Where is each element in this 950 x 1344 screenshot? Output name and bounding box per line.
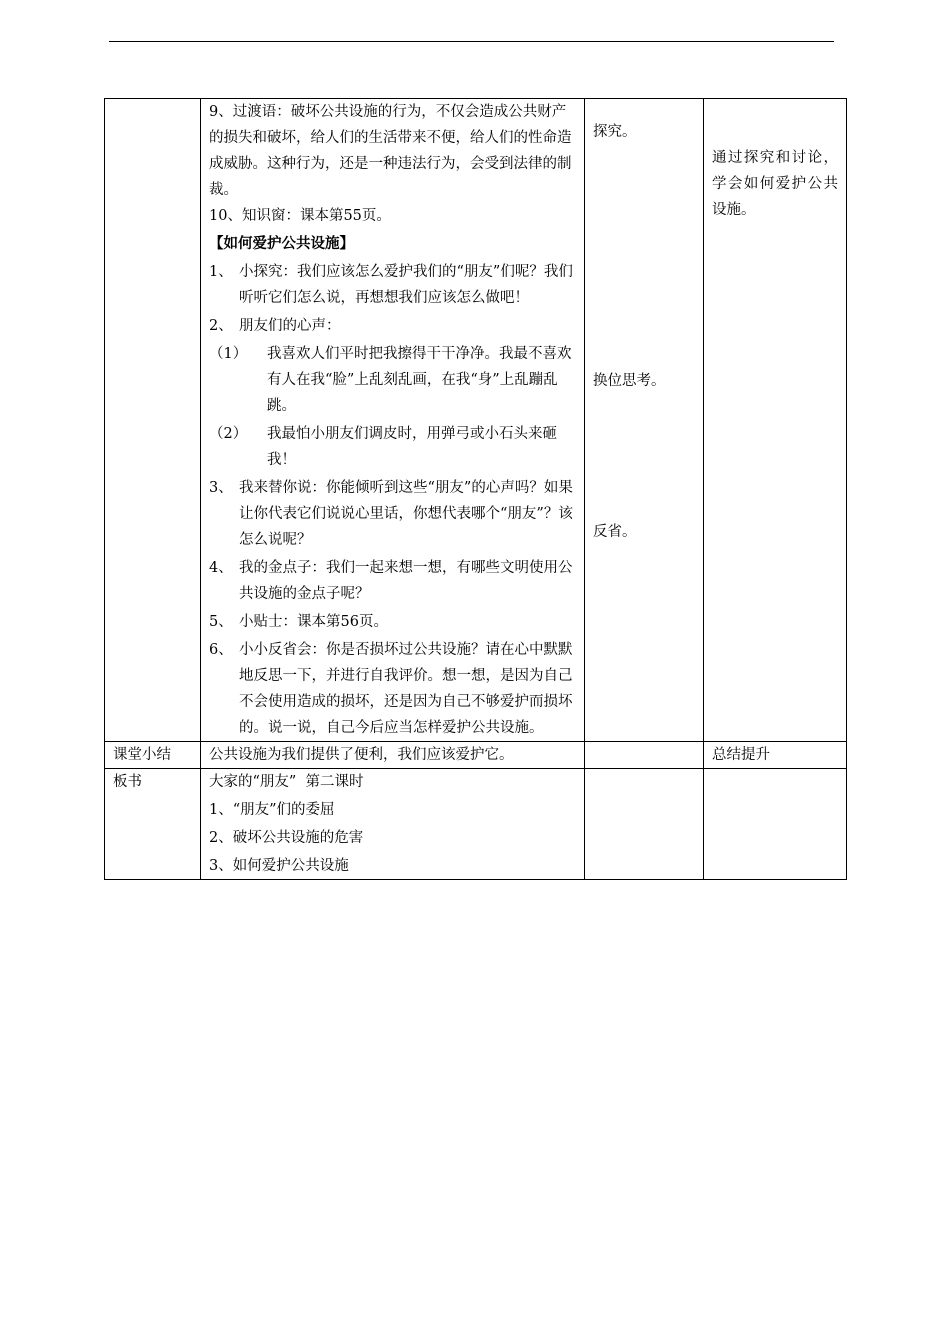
summary-activity-empty (585, 742, 704, 769)
board-label: 板书 (105, 769, 201, 880)
sub-list-item: （1） 我喜欢人们平时把我擦得干干净净。我最不喜欢有人在我“脸”上乱刻乱画，在我“身”上乱蹦乱跳。 (209, 346, 572, 414)
list-item: 6、 小小反省会：你是否损坏过公共设施？请在心中默默地反思一下，并进行自我评价。想一想，是因为自己不会使用造成的损坏，还是因为自己不够爱护而损坏的。说一说，自己今后应当怎样爱护公共设施。 (209, 642, 573, 736)
sub-list-item: （2） 我最怕小朋友们调皮时，用弹弓或小石头来砸我！ (209, 426, 557, 468)
header-rule (109, 41, 834, 42)
board-activity-empty (585, 769, 704, 880)
list-item: 5、 小贴士：课本第56页。 (209, 614, 388, 630)
activity-explore: 探究。 (593, 124, 637, 140)
list-item: 2、 朋友们的心声： (209, 318, 341, 334)
list-item: 4、 我的金点子：我们一起来想一想，有哪些文明使用公共设施的金点子呢？ (209, 560, 573, 602)
summary-intent: 总结提升 (704, 742, 847, 769)
lesson-plan-table (104, 98, 847, 880)
list-item: 1、 小探究：我们应该怎么爱护我们的“朋友”们呢？我们听听它们怎么说，再想想我们应该怎么做吧！ (209, 264, 573, 306)
teaching-content-cell (201, 99, 585, 742)
board-title: 大家的“朋友” 第二课时 (209, 774, 364, 790)
row-label-empty (105, 99, 201, 742)
student-activity-cell (585, 99, 704, 742)
summary-label: 课堂小结 (105, 742, 201, 769)
list-item: 3、 我来替你说：你能倾听到这些“朋友”的心声吗？如果让你代表它们说说心里话，你想代表哪个“朋友”？该怎么说呢？ (209, 480, 573, 548)
transition-paragraph: 9、过渡语：破坏公共设施的行为，不仅会造成公共财产的损失和破坏，给人们的生活带来不便，给人们的性命造成威胁。这种行为，还是一种违法行为，会受到法律的制裁。 (209, 104, 572, 198)
board-row (105, 769, 847, 880)
board-line: 3、如何爱护公共设施 (209, 858, 349, 874)
summary-row (105, 742, 847, 769)
board-line: 2、破坏公共设施的危害 (209, 830, 364, 846)
activity-empathy: 换位思考。 (593, 373, 666, 389)
activity-reflect: 反省。 (593, 524, 637, 540)
board-line: 1、“朋友”们的委屈 (209, 802, 335, 818)
design-intent-cell (704, 99, 847, 742)
knowledge-window: 10、知识窗：课本第55页。 (209, 208, 391, 224)
board-content-cell (201, 769, 585, 880)
summary-content: 公共设施为我们提供了便利，我们应该爱护它。 (201, 742, 585, 769)
main-activity-row (105, 99, 847, 742)
board-intent-empty (704, 769, 847, 880)
section-heading: 【如何爱护公共设施】 (209, 235, 354, 252)
design-intent-text: 通过探究和讨论，学会如何爱护公共设施。 (712, 150, 838, 218)
